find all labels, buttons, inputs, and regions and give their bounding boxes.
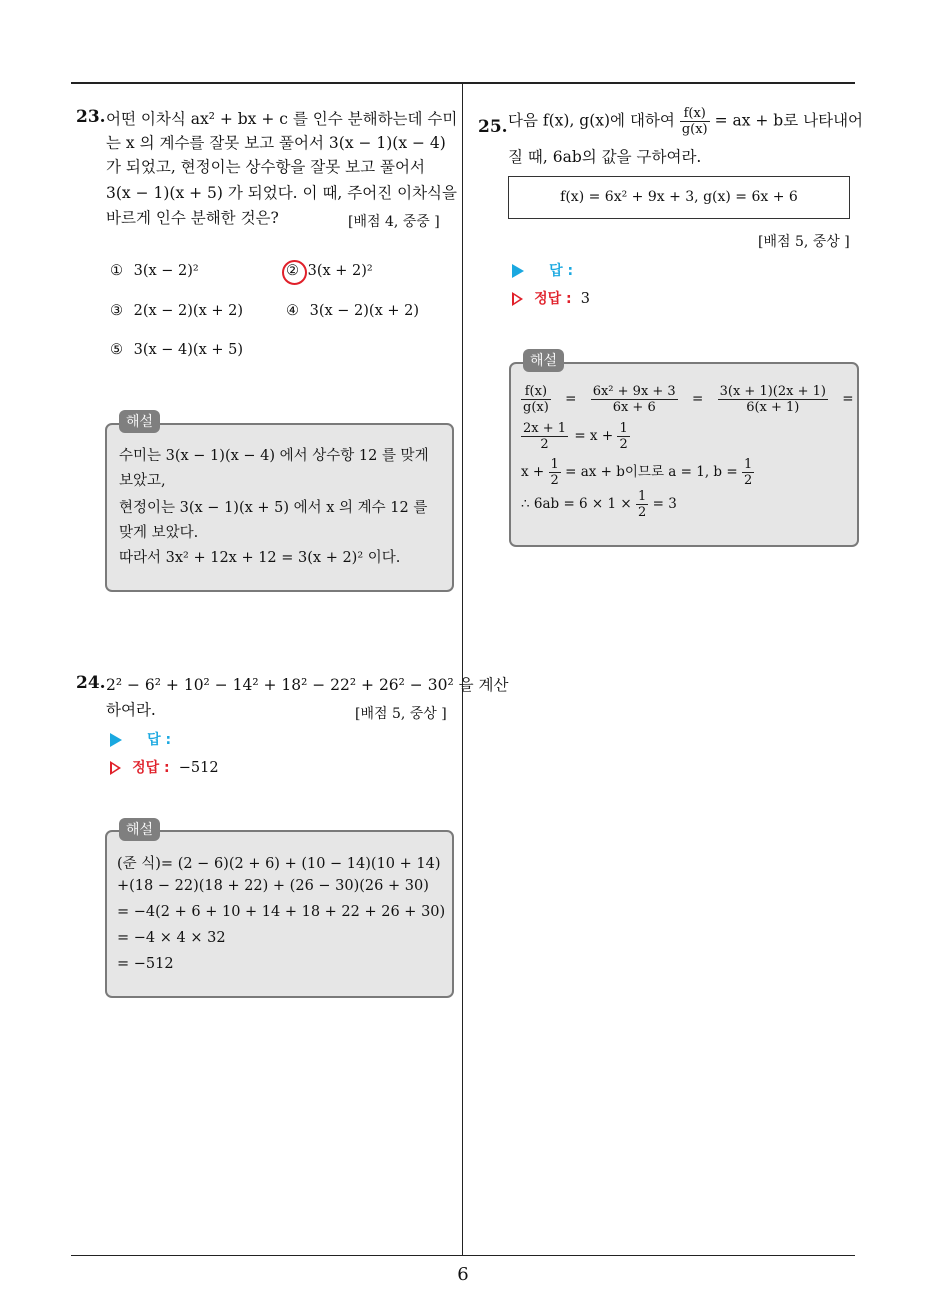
- q25-explain-line-3: x + $\frac{1}{2}$ = ax + b이므로 a = 1, b = $\frac{1}{2}$: [521, 457, 753, 488]
- choice-mark: ⑤: [110, 342, 123, 358]
- q23-explanation-tab: 해설: [119, 410, 160, 433]
- q24-answer-row[interactable]: [110, 729, 171, 749]
- q24-correct-row: [110, 757, 219, 777]
- q24-explain-line-2: +(18 − 22)(18 + 22) + (26 − 30)(26 + 30): [117, 878, 429, 894]
- q23-choice-1[interactable]: [110, 263, 199, 279]
- q25-line-2: 질 때, 6ab의 값을 구하여라.: [508, 148, 702, 166]
- q25-score: [배점 5, 중상 ]: [758, 234, 850, 250]
- correct-value: −512: [178, 760, 219, 776]
- q24-line-2: 하여라.: [106, 701, 156, 719]
- column-divider: [462, 84, 463, 1256]
- q24-explain-line-4: = −4 × 4 × 32: [117, 930, 226, 946]
- choice-text: 3(x + 2)²: [307, 263, 373, 279]
- q23-explain-line-1: 수미는 3(x − 1)(x − 4) 에서 상수항 12 를 맞게: [119, 448, 429, 464]
- bottom-rule: [71, 1255, 855, 1256]
- correct-value: 3: [580, 291, 590, 307]
- correct-label: 정답 :: [132, 760, 170, 776]
- fraction: $\frac{3(x + 1)(2x + 1)}{6(x + 1)}$: [719, 384, 826, 415]
- q23-score: [배점 4, 중중 ]: [348, 214, 440, 230]
- q25-answer-row[interactable]: [512, 260, 573, 280]
- q25-line-1-pre: 다음 f(x), g(x)에 대하여: [508, 111, 675, 130]
- q25-line-1-post: = ax + b로 나타내어: [714, 111, 864, 130]
- fraction: $\frac{2x + 1}{2}$: [523, 421, 567, 452]
- q23-explain-line-2: 보았고,: [119, 473, 166, 489]
- q23-line-5: 바르게 인수 분해한 것은?: [106, 209, 279, 227]
- q25-explain-line-1: $\frac{f(x)}{g(x)}$ = $\frac{\text{6x² + 9x + 3}}{6x + 6}$ = $\frac{3(x + 1)(2x + 1)}{6(x + 1)}$ =: [523, 384, 854, 415]
- choice-text: 2(x − 2)(x + 2): [133, 303, 244, 319]
- q24-explain-line-1: (준 식)= (2 − 6)(2 + 6) + (10 − 14)(10 + 14): [117, 856, 441, 872]
- q25-line-1: [508, 106, 863, 137]
- q24-line-1: 2² − 6² + 10² − 14² + 18² − 22² + 26² − 30² 을 계산: [106, 676, 509, 694]
- q23-choice-2[interactable]: [286, 263, 373, 279]
- q24-number: 24.: [76, 673, 106, 693]
- q23-line-2: 는 x 의 계수를 잘못 보고 풀어서 3(x − 1)(x − 4): [106, 134, 446, 152]
- q23-line-4: 3(x − 1)(x + 5) 가 되었다. 이 때, 주어진 이차식을: [106, 184, 458, 202]
- q25-correct-row: [512, 288, 590, 308]
- correct-label: 정답 :: [534, 291, 572, 307]
- choice-mark: ②: [286, 263, 299, 279]
- q24-explain-line-5: = −512: [117, 956, 174, 972]
- q24-score: [배점 5, 중상 ]: [355, 706, 447, 722]
- outline-arrow-icon: [110, 761, 121, 775]
- q24-explain-line-3: = −4(2 + 6 + 10 + 14 + 18 + 22 + 26 + 30): [117, 904, 446, 920]
- q23-choice-4[interactable]: [286, 303, 419, 319]
- choice-mark: ①: [110, 263, 123, 279]
- fraction: $\frac{1}{2}$: [619, 421, 628, 452]
- q23-number: 23.: [76, 107, 106, 127]
- q23-explain-line-5: 따라서 3x² + 12x + 12 = 3(x + 2)² 이다.: [119, 550, 401, 566]
- q24-explanation-tab: 해설: [119, 818, 160, 841]
- fraction: $\frac{\text{6x² + 9x + 3}}{6x + 6}$: [592, 384, 676, 415]
- top-rule: [71, 82, 855, 84]
- q23-choice-5[interactable]: [110, 342, 243, 358]
- choice-text: 3(x − 4)(x + 5): [133, 342, 244, 358]
- fraction: $\frac{f(x)}{g(x)}$: [523, 384, 549, 415]
- fraction: $\frac{1}{2}$: [638, 489, 647, 520]
- q23-line-1: 어떤 이차식 ax² + bx + c 를 인수 분해하는데 수미: [106, 110, 458, 128]
- q25-number: 25.: [478, 117, 508, 137]
- fraction: $\frac{1}{2}$: [550, 457, 559, 488]
- q23-choice-3[interactable]: [110, 303, 243, 319]
- outline-arrow-icon: [512, 292, 523, 306]
- play-arrow-icon: [110, 733, 122, 747]
- q25-explanation-tab: 해설: [523, 349, 564, 372]
- play-arrow-icon: [512, 264, 524, 278]
- choice-mark: ④: [286, 303, 299, 319]
- answer-label: 답 :: [549, 263, 574, 279]
- q25-fraction: $\frac{f(x)}{g(x)}$: [681, 106, 708, 137]
- q23-explain-line-4: 맞게 보았다.: [119, 525, 199, 541]
- q25-formula-box: f(x) = 6x² + 9x + 3, g(x) = 6x + 6: [508, 176, 850, 219]
- choice-mark: ③: [110, 303, 123, 319]
- page-number: 6: [457, 1264, 469, 1285]
- choice-text: 3(x − 2)²: [133, 263, 199, 279]
- choice-text: 3(x − 2)(x + 2): [309, 303, 420, 319]
- q25-explain-line-2: $\frac{2x + 1}{2}$ = x + $\frac{1}{2}$: [523, 421, 628, 452]
- q25-explain-line-4: ∴ 6ab = 6 × 1 × $\frac{1}{2}$ = 3: [521, 489, 677, 520]
- answer-label: 답 :: [147, 732, 172, 748]
- q23-line-3: 가 되었고, 현정이는 상수항을 잘못 보고 풀어서: [106, 158, 425, 176]
- fraction: $\frac{1}{2}$: [743, 457, 753, 488]
- q23-explain-line-3: 현정이는 3(x − 1)(x + 5) 에서 x 의 계수 12 를: [119, 500, 428, 516]
